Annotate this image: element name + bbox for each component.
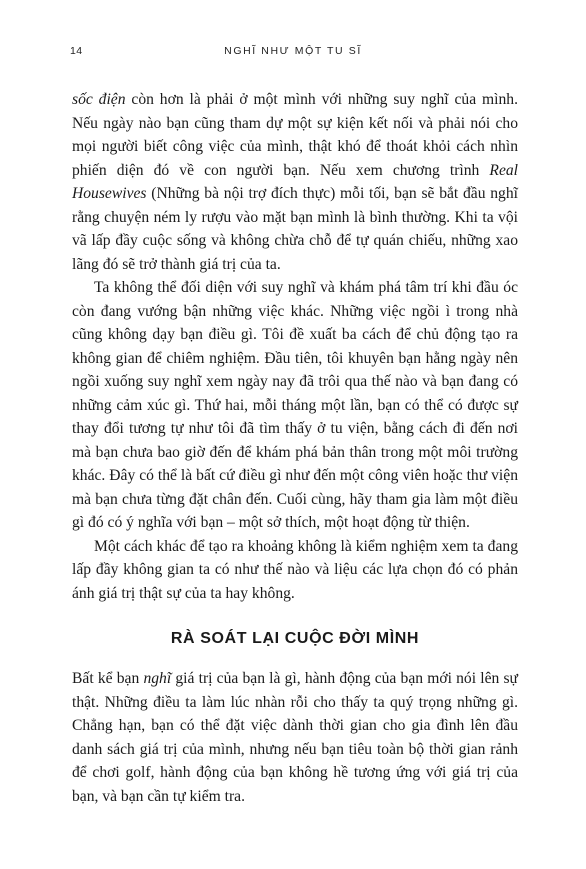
running-header	[70, 45, 516, 61]
paragraph-1-text-b: (Những bà nội trợ đích thực) mỗi tối, bạn sẽ bắt đầu nghĩ rằng chuyện ném ly rượu vào mặt bạn mình là bình thường. Khi ta vội vã lấp đầy cuộc sống và không chừa chỗ để tự quán chiếu, những xao lãng đó sẽ trở thành giá trị của ta.	[72, 185, 518, 273]
italic-word: nghĩ	[143, 670, 172, 687]
body-text	[72, 88, 518, 605]
section-paragraph-1	[72, 667, 518, 808]
running-title: NGHĨ NHƯ MỘT TU SĨ	[224, 45, 362, 57]
section-paragraph-text-b: giá trị của bạn là gì, hành động của bạn mới nói lên sự thật. Những điều ta làm lúc nhàn rỗi cho thấy ta quý trọng những gì. Chẳng hạn, bạn có thể đặt việc dành thời gian cho gia đình lên đầu danh sách giá trị của mình, nhưng nếu bạn tiêu toàn bộ thời gian rảnh để chơi golf, hành động của bạn không hề tương ứng với giá trị của bạn, và bạn cần tự kiểm tra.	[72, 670, 518, 805]
italic-phrase: sốc điện	[72, 91, 126, 108]
page-number: 14	[70, 45, 83, 57]
paragraph-2: Ta không thể đối diện với suy nghĩ và khám phá tâm trí khi đầu óc còn đang vướng bận những việc khác. Những việc ngồi ì trong nhà cũng không dạy bạn điều gì. Tôi đề xuất ba cách để chủ động tạo ra không gian để chiêm nghiệm. Đầu tiên, tôi khuyên bạn hằng ngày nên ngồi xuống suy nghĩ xem ngày nay đã trôi qua thế nào và bạn đang có những cảm xúc gì. Thứ hai, mỗi tháng một lần, bạn có thể có được sự thay đổi tương tự như tôi đã tìm thấy ở tu viện, bằng cách đi đến nơi mà bạn chưa bao giờ đến để khám phá bản thân trong một môi trường khác. Đây có thể là bất cứ điều gì như đến một công viên hoặc thư viện mà bạn chưa từng đặt chân đến. Cuối cùng, hãy tham gia làm một điều gì đó có ý nghĩa với bạn – một sở thích, một hoạt động từ thiện.	[72, 279, 518, 531]
section-paragraph-text-a: Bất kể bạn	[72, 670, 144, 687]
paragraph-3: Một cách khác để tạo ra khoảng không là kiểm nghiệm xem ta đang lấp đầy không gian ta có như thế nào và liệu các lựa chọn đó có phản ánh giá trị thật sự của ta hay không.	[72, 537, 518, 602]
section-heading: RÀ SOÁT LẠI CUỘC ĐỜI MÌNH	[170, 630, 420, 647]
paragraph-1-text-a: còn hơn là phải ở một mình với những suy nghĩ của mình. Nếu ngày nào bạn cũng tham dự một sự kiện kết nối và phải nói cho mọi người biết công việc của mình, thật khó để thoát khỏi cách nhìn phiến diện đó về con người bạn. Nếu xem chương trình	[72, 91, 518, 179]
show-title: Real Housewives	[72, 161, 518, 202]
paragraph-1	[72, 88, 518, 276]
section-text	[72, 667, 518, 808]
